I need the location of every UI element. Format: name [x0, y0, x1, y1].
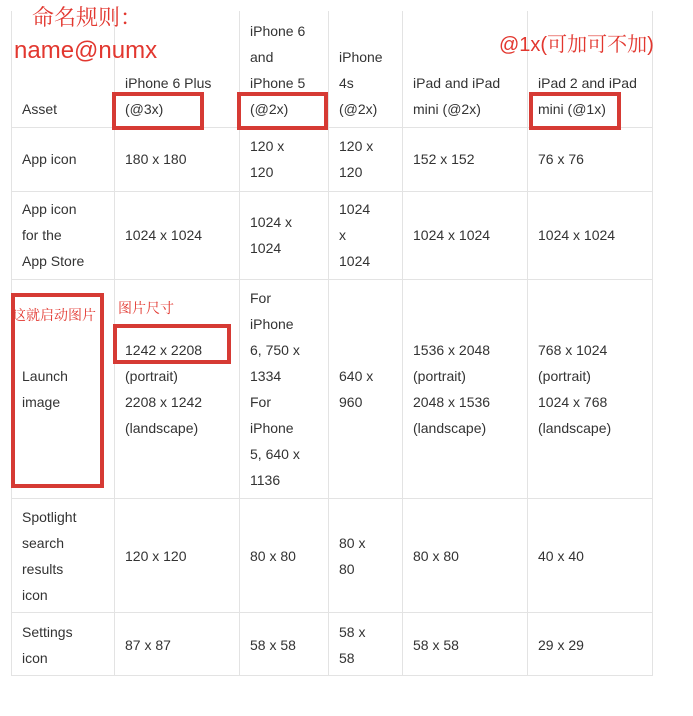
row-appstore-ipad: 1024 x 1024 — [413, 227, 491, 243]
grid-line — [11, 191, 653, 192]
highlight-box-1x — [529, 92, 621, 130]
grid-line — [11, 612, 653, 613]
row-appstore-asset: App icon for the App Store — [22, 201, 85, 269]
row-appstore-ipad2: 1024 x 1024 — [538, 227, 616, 243]
row-launch-iphone4s: 640 x 960 — [339, 368, 374, 410]
row-launch-iphone6: For iPhone 6, 750 x 1334 For iPhone 5, 640 x 1136 — [250, 290, 300, 488]
row-app-icon-ipad2: 76 x 76 — [538, 151, 584, 167]
launch-image-note: 这就启动图片 — [12, 307, 96, 323]
header-ipad2: iPad 2 and iPad mini (@1x) — [538, 75, 637, 117]
row-settings-asset: Settings icon — [22, 624, 73, 666]
row-appstore-iphone4s: 1024 x 1024 — [339, 201, 371, 269]
naming-rule-format: name@numx — [14, 37, 158, 64]
row-settings-iphone6: 58 x 58 — [250, 637, 296, 653]
highlight-box-launch — [11, 293, 104, 488]
highlight-box-3x — [112, 92, 204, 130]
row-spotlight-ipad2: 40 x 40 — [538, 548, 584, 564]
row-app-icon-iphone6plus: 180 x 180 — [125, 151, 187, 167]
row-app-icon-iphone6: 120 x 120 — [250, 138, 285, 180]
row-app-icon-asset: App icon — [22, 151, 77, 167]
grid-line — [11, 498, 653, 499]
row-spotlight-iphone6: 80 x 80 — [250, 548, 296, 564]
grid-line — [652, 11, 653, 676]
header-iphone6: iPhone 6 and iPhone 5 (@2x) — [250, 23, 306, 117]
grid-line — [11, 279, 653, 280]
grid-line — [527, 11, 528, 676]
header-ipad: iPad and iPad mini (@2x) — [413, 75, 501, 117]
row-settings-iphone6plus: 87 x 87 — [125, 637, 171, 653]
row-settings-ipad: 58 x 58 — [413, 637, 459, 653]
highlight-box-size — [113, 324, 231, 364]
row-spotlight-ipad: 80 x 80 — [413, 548, 459, 564]
header-asset: Asset — [22, 101, 58, 117]
highlight-box-2x — [237, 92, 328, 130]
image-size-note: 图片尺寸 — [118, 300, 174, 316]
row-launch-iphone6plus: 1242 x 2208 (portrait) 2208 x 1242 (landscape) — [125, 342, 203, 436]
naming-rule-title: 命名规则： — [32, 5, 143, 30]
row-launch-asset: Launch image — [22, 368, 68, 410]
row-spotlight-asset: Spotlight search results icon — [22, 509, 77, 603]
row-settings-ipad2: 29 x 29 — [538, 637, 584, 653]
header-iphone4s: iPhone 4s (@2x) — [339, 49, 383, 117]
row-settings-iphone4s: 58 x 58 — [339, 624, 366, 666]
row-launch-ipad: 1536 x 2048 (portrait) 2048 x 1536 (landscape) — [413, 342, 491, 436]
row-app-icon-iphone4s: 120 x 120 — [339, 138, 374, 180]
row-launch-ipad2: 768 x 1024 (portrait) 1024 x 768 (landscape) — [538, 342, 612, 436]
grid-line — [328, 11, 329, 676]
row-spotlight-iphone4s: 80 x 80 — [339, 535, 366, 577]
grid-line — [11, 675, 653, 676]
at1x-note: @1x(可加可不加) — [499, 34, 654, 56]
grid-line — [402, 11, 403, 676]
row-app-icon-ipad: 152 x 152 — [413, 151, 475, 167]
row-spotlight-iphone6plus: 120 x 120 — [125, 548, 187, 564]
header-iphone6plus: iPhone 6 Plus (@3x) — [125, 75, 212, 117]
row-appstore-iphone6: 1024 x 1024 — [250, 214, 293, 256]
row-appstore-iphone6plus: 1024 x 1024 — [125, 227, 203, 243]
